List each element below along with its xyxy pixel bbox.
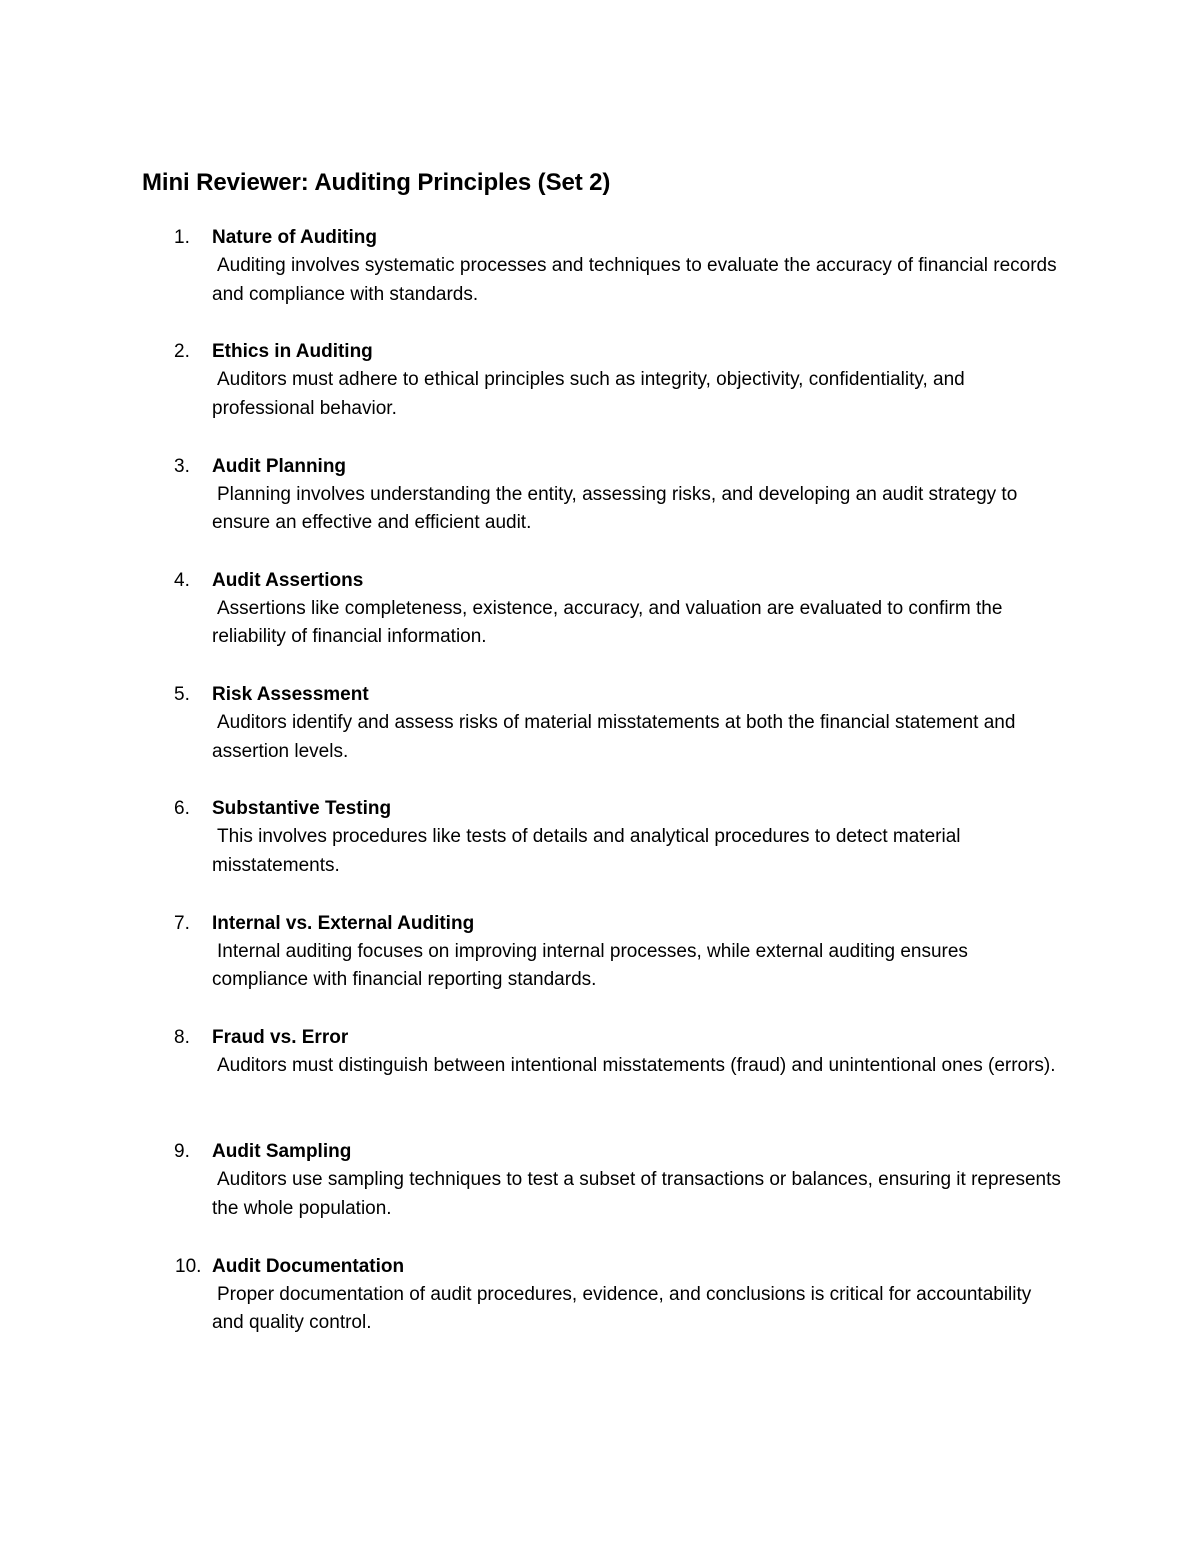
item-number: 9. (174, 1141, 190, 1163)
item-number: 1. (174, 227, 190, 248)
document-title: Mini Reviewer: Auditing Principles (Set 2) (142, 169, 611, 196)
item-title: Ethics in Auditing (212, 341, 373, 363)
item-title: Fraud vs. Error (212, 1027, 349, 1049)
item-description: Proper documentation of audit procedures, evidence, and conclusions is critical for accountability and quality control. (212, 1283, 1032, 1334)
item-description: Internal auditing focuses on improving internal processes, while external auditing ensures compliance with financial reporting standards. (212, 940, 968, 991)
item-description: Auditors must adhere to ethical principles such as integrity, objectivity, confidentiality, and professional behavior. (212, 369, 965, 419)
item-number: 5. (174, 684, 190, 706)
item-title: Audit Planning (212, 455, 347, 477)
item-description: Auditors use sampling techniques to test a subset of transactions or balances, ensuring it represents the whole population. (212, 1169, 1061, 1219)
list-item (0, 452, 1200, 566)
principles-list (0, 223, 1200, 1366)
item-title: Audit Sampling (212, 1141, 352, 1163)
item-number: 8. (174, 1027, 190, 1049)
item-description: Assertions like completeness, existence, accuracy, and valuation are evaluated to confirm the reliability of financial information. (212, 597, 1003, 648)
list-item (0, 1137, 1200, 1251)
item-description: Auditors identify and assess risks of material misstatements at both the financial statement and assertion levels. (212, 712, 1016, 762)
list-item (0, 1252, 1200, 1366)
item-number: 6. (174, 798, 190, 820)
item-description: This involves procedures like tests of details and analytical procedures to detect material misstatements. (212, 826, 961, 876)
list-item (0, 909, 1200, 1023)
item-number: 4. (174, 569, 190, 591)
item-title: Risk Assessment (212, 684, 369, 706)
item-title: Internal vs. External Auditing (212, 912, 475, 934)
item-title: Substantive Testing (212, 798, 392, 820)
item-number: 10. (175, 1255, 202, 1277)
list-item (0, 566, 1200, 680)
item-title: Audit Assertions (212, 569, 364, 591)
item-number: 3. (174, 455, 190, 477)
item-title: Nature of Auditing (212, 227, 377, 248)
list-item (0, 337, 1200, 451)
item-title: Audit Documentation (212, 1255, 405, 1277)
item-description: Auditors must distinguish between intentional misstatements (fraud) and unintentional ones (errors). (217, 1055, 1056, 1077)
list-item (0, 223, 1200, 337)
item-description: Auditing involves systematic processes and techniques to evaluate the accuracy of financial records and compliance with standards. (212, 255, 1057, 305)
list-item (0, 680, 1200, 794)
list-item (0, 794, 1200, 908)
item-number: 2. (174, 341, 190, 363)
item-description: Planning involves understanding the entity, assessing risks, and developing an audit strategy to ensure an effective and efficient audit. (212, 483, 1018, 534)
list-item (0, 1023, 1200, 1137)
item-number: 7. (174, 912, 190, 934)
